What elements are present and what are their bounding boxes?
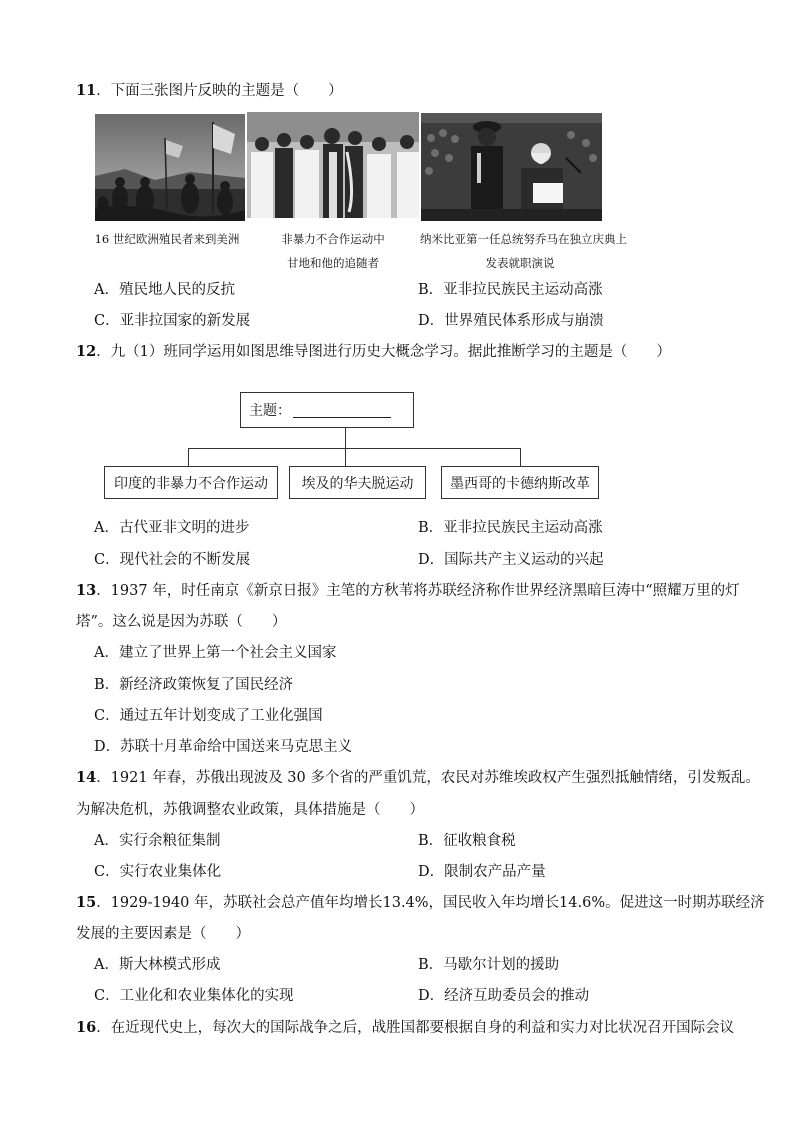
q16-stem-line1 xyxy=(76,1019,734,1037)
q15-stem-line1 xyxy=(76,894,765,912)
q15-option-b[interactable]: B．马歇尔计划的援助 xyxy=(418,957,560,973)
q11-option-a[interactable]: A．殖民地人民的反抗 xyxy=(94,282,235,298)
q14-stem-text1: ．1921 年春，苏俄出现波及 30 多个省的严重饥荒，农民对苏维埃政权产生强烈抵触情绪，引发叛乱。 xyxy=(96,770,760,786)
mindmap-box-egypt: 埃及的华夫脱运动 xyxy=(289,466,426,499)
connector-vertical-main xyxy=(345,428,346,448)
q13-number: 13 xyxy=(76,582,97,599)
q15-option-d[interactable]: D．经济互助委员会的推动 xyxy=(418,988,590,1004)
q12-option-d[interactable]: D．国际共产主义运动的兴起 xyxy=(418,552,604,568)
q13-stem-line2: 塔”。这么说是因为苏联（ ） xyxy=(76,614,287,630)
q14-stem-line2: 为解决危机，苏俄调整农业政策，具体措施是（ ） xyxy=(76,802,424,818)
q13-stem-text1: ．1937 年，时任南京《新京日报》主笔的方秋苇将苏联经济称作世界经济黑暗巨涛中“照耀万里的灯 xyxy=(96,583,740,599)
q15-stem-line2: 发展的主要因素是（ ） xyxy=(76,926,250,942)
q11-option-d[interactable]: D．世界殖民体系形成与崩溃 xyxy=(418,313,604,329)
connector-right xyxy=(520,448,521,466)
q12-option-c[interactable]: C．现代社会的不断发展 xyxy=(94,552,251,568)
caption-gandhi-line2: 甘地和他的追随者 xyxy=(287,256,379,270)
caption-nujoma-line2: 发表就职演说 xyxy=(485,256,555,270)
mindmap-topic-label: 主题： xyxy=(249,403,291,419)
q13-option-d[interactable]: D．苏联十月革命给中国送来马克思主义 xyxy=(94,739,353,755)
mindmap-box-mexico: 墨西哥的卡德纳斯改革 xyxy=(441,466,599,499)
caption-gandhi-line1: 非暴力不合作运动中 xyxy=(281,232,385,246)
q14-stem-line1 xyxy=(76,769,760,787)
topic-blank-line xyxy=(293,403,391,418)
q14-option-c[interactable]: C．实行农业集体化 xyxy=(94,864,222,880)
q15-stem-text1: ．1929-1940 年，苏联社会总产值年均增长13.4%，国民收入年均增长14.6%。促进这一时期苏联经济 xyxy=(96,895,765,911)
q11-option-b[interactable]: B．亚非拉民族民主运动高涨 xyxy=(418,282,603,298)
q14-option-d[interactable]: D．限制农产品产量 xyxy=(418,864,546,880)
colonists-in-america-photo xyxy=(95,114,245,221)
q12-option-b[interactable]: B．亚非拉民族民主运动高涨 xyxy=(418,520,603,536)
q11-stem-text: ．下面三张图片反映的主题是（ ） xyxy=(96,83,343,99)
q14-number: 14 xyxy=(76,769,97,786)
q13-stem-line1 xyxy=(76,582,740,600)
q13-option-b[interactable]: B．新经济政策恢复了国民经济 xyxy=(94,677,294,693)
q12-stem-text: ．九（1）班同学运用如图思维导图进行历史大概念学习。据此推断学习的主题是（ ） xyxy=(96,344,671,360)
q15-number: 15 xyxy=(76,894,97,911)
q12-number: 12 xyxy=(76,343,97,360)
q11-option-c[interactable]: C．亚非拉国家的新发展 xyxy=(94,313,251,329)
caption-colonists: 16 世纪欧洲殖民者来到美洲 xyxy=(94,232,240,246)
nujoma-inauguration-photo xyxy=(421,113,602,221)
q13-option-a[interactable]: A．建立了世界上第一个社会主义国家 xyxy=(94,645,337,661)
q12-stem xyxy=(76,343,671,361)
caption-nujoma-line1: 纳米比亚第一任总统努乔马在独立庆典上 xyxy=(420,232,627,246)
mindmap-topic-box xyxy=(240,392,414,428)
q15-option-a[interactable]: A．斯大林模式形成 xyxy=(94,957,221,973)
q14-option-b[interactable]: B．征收粮食税 xyxy=(418,833,516,849)
mindmap-box-india: 印度的非暴力不合作运动 xyxy=(104,466,278,499)
connector-horizontal xyxy=(188,448,521,449)
connector-middle xyxy=(345,448,346,466)
q15-option-c[interactable]: C．工业化和农业集体化的实现 xyxy=(94,988,294,1004)
q11-number: 11 xyxy=(76,82,97,99)
q16-number: 16 xyxy=(76,1019,97,1036)
q12-option-a[interactable]: A．古代亚非文明的进步 xyxy=(94,520,250,536)
q16-stem-text1: ．在近现代史上，每次大的国际战争之后，战胜国都要根据自身的利益和实力对比状况召开国际会议 xyxy=(96,1020,735,1036)
connector-left xyxy=(188,448,189,466)
q11-stem xyxy=(76,82,343,100)
q13-option-c[interactable]: C．通过五年计划变成了工业化强国 xyxy=(94,708,323,724)
q14-option-a[interactable]: A．实行余粮征集制 xyxy=(94,833,221,849)
gandhi-and-followers-photo xyxy=(247,112,419,218)
